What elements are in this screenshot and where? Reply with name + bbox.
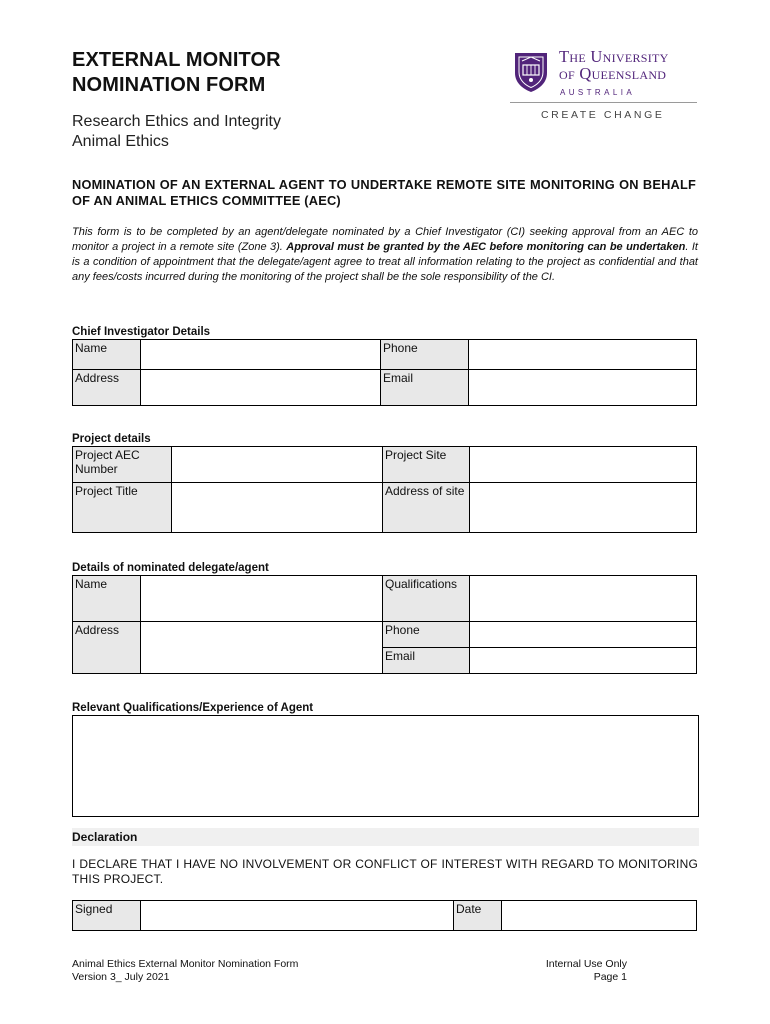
site-address-field[interactable]	[470, 483, 697, 533]
ci-name-field[interactable]	[141, 340, 381, 370]
form-heading: NOMINATION OF AN EXTERNAL AGENT TO UNDERTAKE REMOTE SITE MONITORING ON BEHALF OF AN ANIMAL ETHICS COMMITTEE (AEC)	[72, 177, 696, 208]
form-title-line1: EXTERNAL MONITOR	[72, 49, 281, 71]
ci-phone-field[interactable]	[469, 340, 697, 370]
footer-page-number: Page 1	[593, 971, 627, 983]
declaration-statement: I DECLARE THAT I HAVE NO INVOLVEMENT OR CONFLICT OF INTEREST WITH REGARD TO MONITORING THIS PROJECT.	[72, 857, 698, 886]
university-name-line2: of Queensland	[559, 64, 667, 83]
section-title-project-details: Project details	[72, 433, 151, 445]
agent-qualifications-label: Qualifications	[383, 576, 470, 622]
subtitle-department: Research Ethics and Integrity	[72, 113, 281, 130]
footer-form-name: Animal Ethics External Monitor Nomination Form	[72, 958, 299, 970]
agent-email-label: Email	[383, 648, 470, 674]
university-country: AUSTRALIA	[560, 88, 636, 97]
form-instructions	[72, 225, 698, 285]
footer-internal-use: Internal Use Only	[545, 958, 627, 970]
instructions-part2: . It is a condition of appointment that the delegate/agent agree to treat all information relating to the project as confidential and that any fees/costs incurred during the monitoring of the project shall be the sole responsibility of the CI.	[72, 241, 698, 283]
form-title	[72, 48, 281, 98]
university-name	[559, 48, 669, 82]
project-details-table	[72, 446, 697, 533]
agent-qualifications-field[interactable]	[470, 576, 697, 622]
section-title-agent-details: Details of nominated delegate/agent	[72, 562, 269, 574]
agent-email-field[interactable]	[470, 648, 697, 674]
project-aec-number-field[interactable]	[172, 447, 383, 483]
chief-investigator-table	[72, 339, 697, 406]
agent-address-field[interactable]	[141, 622, 383, 674]
university-name-line1: The University	[559, 47, 669, 66]
instructions-part1: This form is to be completed by an agent/delegate nominated by a Chief Investigator (CI) seeking approval from an AEC to monitor a project in a remote site (Zone 3).	[72, 226, 698, 253]
ci-address-field[interactable]	[141, 370, 381, 406]
instructions-approval-note: Approval must be granted by the AEC before monitoring can be undertaken	[286, 241, 686, 253]
project-aec-number-label: Project AEC Number	[73, 447, 172, 483]
subtitle-unit: Animal Ethics	[72, 133, 169, 150]
project-title-field[interactable]	[172, 483, 383, 533]
ci-phone-label: Phone	[381, 340, 469, 370]
signed-label: Signed	[73, 901, 141, 931]
footer-document-info	[72, 958, 298, 984]
form-title-line2: NOMINATION FORM	[72, 74, 266, 96]
footer-page-info	[520, 958, 627, 984]
agent-experience-field[interactable]	[72, 715, 699, 817]
agent-name-field[interactable]	[141, 576, 383, 622]
project-site-field[interactable]	[470, 447, 697, 483]
agent-name-label: Name	[73, 576, 141, 622]
section-title-declaration: Declaration	[72, 830, 138, 844]
university-logo	[510, 48, 698, 126]
date-label: Date	[454, 901, 502, 931]
form-subtitle	[72, 112, 281, 152]
declaration-header-bar	[72, 828, 699, 846]
project-site-label: Project Site	[383, 447, 470, 483]
agent-phone-field[interactable]	[470, 622, 697, 648]
ci-address-label: Address	[73, 370, 141, 406]
agent-phone-label: Phone	[383, 622, 470, 648]
date-field[interactable]	[502, 901, 697, 931]
logo-divider	[510, 102, 697, 103]
ci-email-label: Email	[381, 370, 469, 406]
agent-address-label: Address	[73, 622, 141, 674]
university-crest-icon	[513, 51, 549, 93]
ci-name-label: Name	[73, 340, 141, 370]
footer-version: Version 3_ July 2021	[72, 971, 170, 983]
signature-field[interactable]	[141, 901, 454, 931]
project-title-label: Project Title	[73, 483, 172, 533]
agent-details-table	[72, 575, 697, 674]
section-title-chief-investigator: Chief Investigator Details	[72, 326, 211, 338]
ci-email-field[interactable]	[469, 370, 697, 406]
university-tagline: CREATE CHANGE	[541, 109, 665, 121]
site-address-label: Address of site	[383, 483, 470, 533]
section-title-agent-experience: Relevant Qualifications/Experience of Agent	[72, 702, 314, 714]
signature-table	[72, 900, 697, 931]
